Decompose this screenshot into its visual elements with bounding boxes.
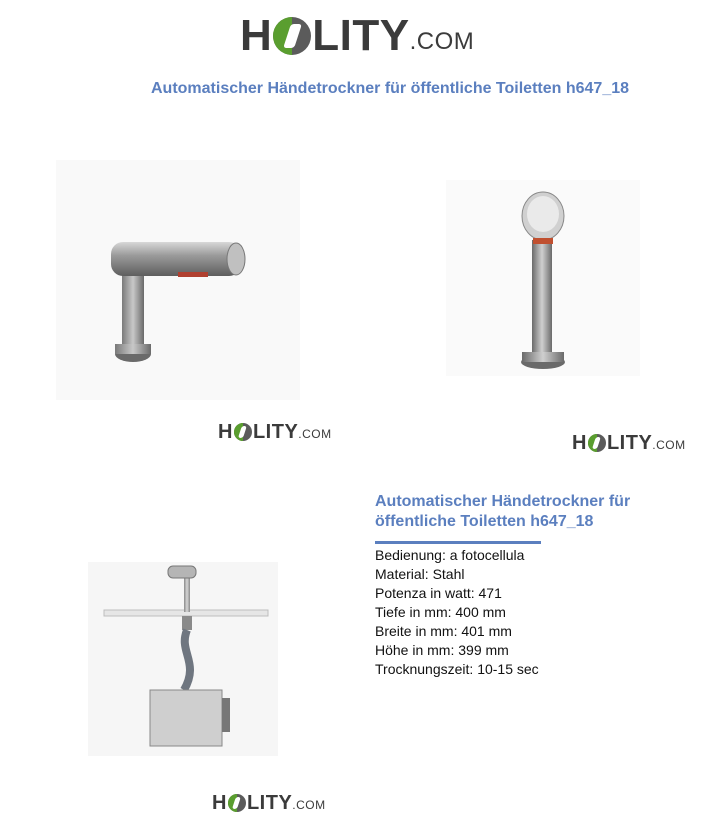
- product-title: Automatischer Händetrockner für öffentliche Toiletten h647_18: [375, 493, 631, 530]
- product-photo-side: [56, 160, 300, 400]
- title-underline: [375, 541, 541, 544]
- product-photo-front: [446, 180, 640, 376]
- spec-line: Bedienung: a fotocellula: [375, 547, 525, 563]
- spec-line: Breite in mm: 401 mm: [375, 623, 512, 639]
- spec-line: Höhe in mm: 399 mm: [375, 642, 509, 658]
- spec-line: Tiefe in mm: 400 mm: [375, 604, 506, 620]
- logo-o-icon: [234, 423, 252, 441]
- logo-o-icon: [228, 794, 246, 812]
- logo-letters: LITY: [312, 11, 410, 60]
- hand-dryer-side-icon: [56, 160, 300, 400]
- hand-dryer-front-icon: [446, 180, 640, 376]
- logo-letter-h: H: [240, 11, 273, 60]
- photo-logo-1: H LITY .COM: [218, 421, 332, 443]
- logo-o-icon: [273, 17, 311, 55]
- spec-line: Material: Stahl: [375, 566, 465, 582]
- photo-logo-2: H LITY .COM: [572, 432, 686, 454]
- page-title: Automatischer Händetrockner für öffentliche Toiletten h647_18: [150, 80, 630, 97]
- site-logo[interactable]: [240, 11, 475, 60]
- logo-o-icon: [588, 434, 606, 452]
- product-photo-installation: [88, 562, 278, 756]
- product-specs: [375, 546, 539, 679]
- spec-line: Potenza in watt: 471: [375, 585, 502, 601]
- hand-dryer-install-icon: [88, 562, 278, 756]
- photo-logo-3: H LITY .COM: [212, 792, 326, 814]
- spec-line: Trocknungszeit: 10-15 sec: [375, 661, 539, 677]
- logo-com: .COM: [409, 28, 475, 55]
